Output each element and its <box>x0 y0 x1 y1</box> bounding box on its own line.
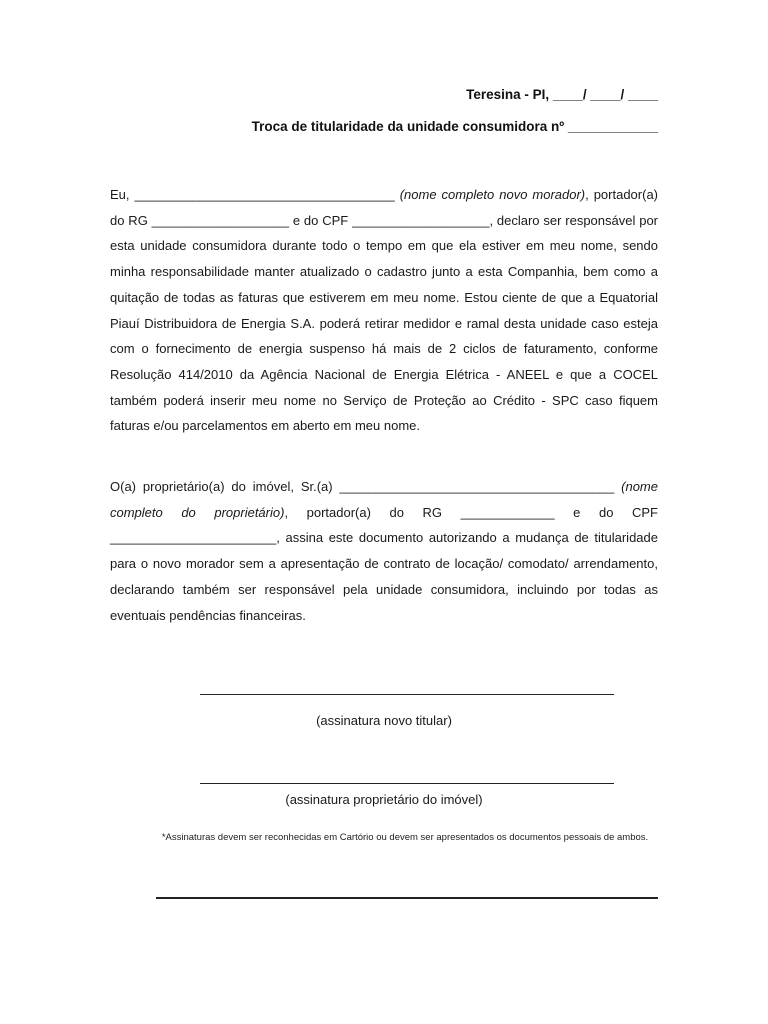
new-resident-text-2: , portador(a) do RG ___________________ e do CPF ___________________, declaro ser responsável por esta unidade consumidora durante todo o tempo em que ela estiver em meu nome, sendo minha responsabilidade manter atualizado o cadastro junto a esta Companhia, bem como a quitação de todas as faturas que estiverem em meu nome. Estou ciente de que a Equatorial Piauí Distribuidora de Energia S.A. poderá retirar medidor e ramal desta unidade caso esteja com o fornecimento de energia suspenso há mais de 2 ciclos de faturamento, conforme Resolução 414/2010 da Agência Nacional de Energia Elétrica - ANEEL e que a COCEL também poderá inserir meu nome no Serviço de Proteção ao Crédito - SPC caso fiquem faturas e/ou parcelamentos em aberto em meu nome. <box>110 187 659 434</box>
new-resident-name-hint: (nome completo novo morador) <box>399 187 586 202</box>
owner-signature-caption: (assinatura proprietário do imóvel) <box>285 792 483 807</box>
new-holder-signature-line <box>200 694 614 695</box>
owner-name-hint: (nome completo do proprietário) <box>110 479 658 520</box>
owner-signature-line <box>200 783 614 784</box>
document-title: Troca de titularidade da unidade consumidora nº ____________ <box>251 119 658 134</box>
new-resident-declaration <box>110 182 658 439</box>
owner-authorization <box>110 474 658 628</box>
new-holder-signature-caption: (assinatura novo titular) <box>316 713 452 728</box>
owner-text-2: , portador(a) do RG _____________ e do CPF _______________________, assina este documento autorizando a mudança de titularidade para o novo morador sem a apresentação de contrato de locação/ comodato/ arrendamento, declarando também ser responsável pela unidade consumidora, incluindo por todas as eventuais pendências financeiras. <box>110 504 658 623</box>
place-date-line: Teresina - PI, ____/ ____/ ____ <box>466 87 658 102</box>
bottom-divider <box>156 897 658 899</box>
owner-text-1: O(a) proprietário(a) do imóvel, Sr.(a) ______________________________________ <box>110 479 622 494</box>
new-resident-text-1: Eu, ____________________________________ <box>110 187 400 202</box>
signature-footnote: *Assinaturas devem ser reconhecidas em Cartório ou devem ser apresentados os documentos pessoais de ambos. <box>161 832 649 843</box>
